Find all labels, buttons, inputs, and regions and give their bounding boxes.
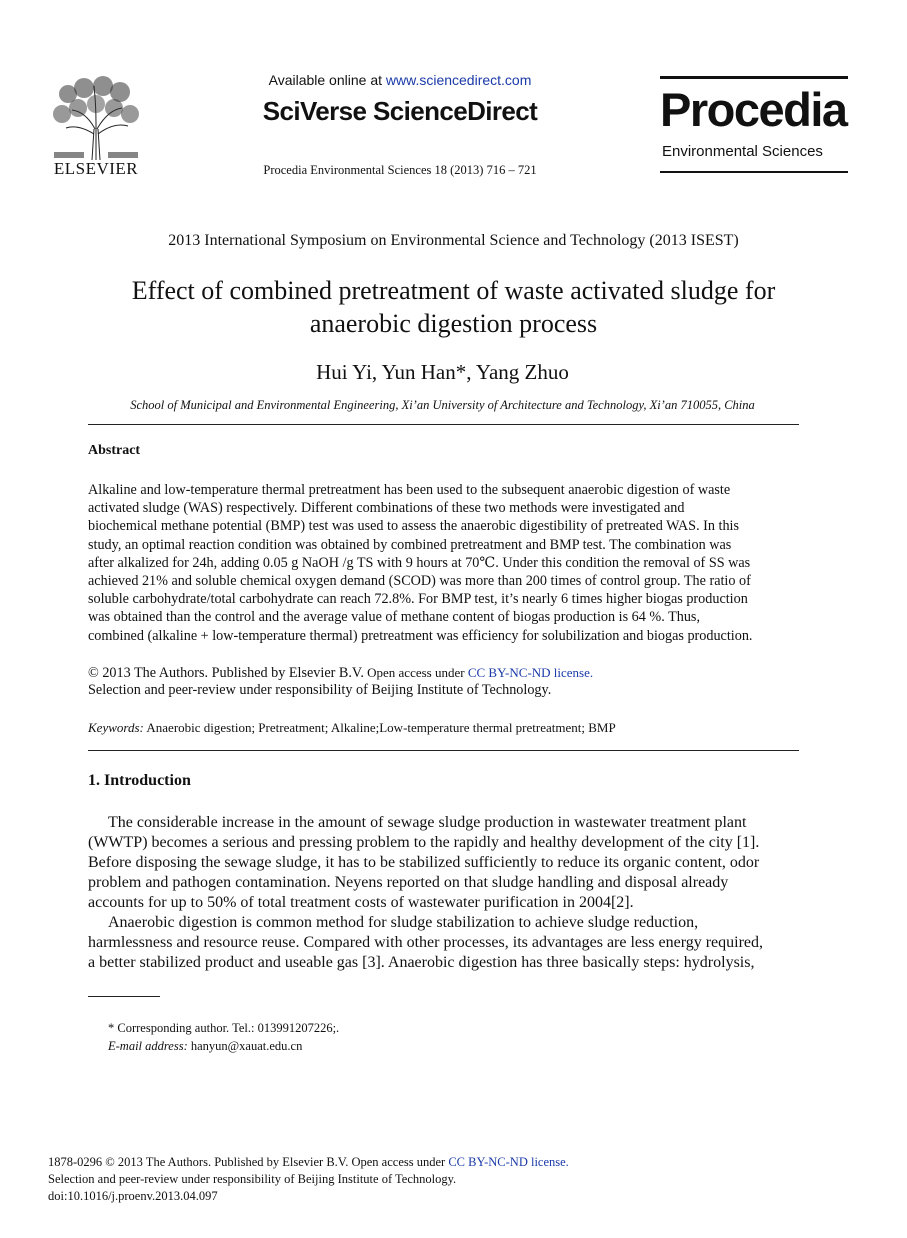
- issn-text: 1878-0296 © 2013 The Authors. Published by Elsevier B.V.: [48, 1155, 349, 1169]
- email-address[interactable]: hanyun@xauat.edu.cn: [187, 1039, 303, 1053]
- author-list: Hui Yi, Yun Han*, Yang Zhuo: [316, 360, 569, 384]
- email-note: [108, 1039, 302, 1054]
- body-line: accounts for up to 50% of total treatment costs of wastewater purification in 2004[2].: [88, 894, 634, 911]
- publisher-name: ELSEVIER: [53, 159, 139, 178]
- symposium-name: 2013 International Symposium on Environmental Science and Technology (2013 ISEST): [168, 232, 739, 249]
- abstract-line: Alkaline and low-temperature thermal pretreatment has been used to the subsequent anaerobic digestion of waste: [88, 482, 731, 498]
- body-line: (WWTP) becomes a serious and pressing problem to the rapidly and healthy development of the city [1].: [88, 834, 760, 851]
- journal-citation: Procedia Environmental Sciences 18 (2013) 716 – 721: [263, 163, 537, 177]
- abstract-line: activated sludge (WAS) respectively. Different combinations of these two methods were investigated and: [88, 500, 685, 517]
- available-text: Available online at: [268, 72, 386, 88]
- keywords-line: [88, 719, 797, 737]
- body-line: harmlessness and resource reuse. Compared with other processes, its advantages are less energy required,: [88, 934, 764, 951]
- issn-line: [48, 1155, 569, 1170]
- doi[interactable]: doi:10.1016/j.proenv.2013.04.097: [48, 1189, 218, 1203]
- journal-subtitle: Environmental Sciences: [662, 143, 823, 160]
- email-label: E-mail address:: [108, 1039, 188, 1053]
- open-access-text: Open access under: [348, 1155, 449, 1169]
- copyright-text: © 2013 The Authors. Published by Elsevier B.V.: [88, 665, 364, 681]
- intro-paragraph-1: [88, 813, 797, 913]
- availability-line: [250, 72, 550, 88]
- abstract-body: [88, 481, 797, 645]
- body-line: problem and pathogen contamination. Neyens reported on that sludge handling and disposal already: [88, 874, 729, 891]
- title-line-2: anaerobic digestion process: [309, 309, 598, 338]
- body-line: Before disposing the sewage sludge, it has to be stabilized sufficiently to reduce its organic content, odor: [88, 854, 760, 871]
- sciencedirect-link[interactable]: www.sciencedirect.com: [385, 72, 532, 88]
- abstract-line: after alkalized for 24h, adding 0.05 g NaOH /g TS with 9 hours at 70℃. Under this condition the removal of SS was: [88, 554, 751, 571]
- license-link[interactable]: CC BY-NC-ND license.: [467, 665, 594, 680]
- open-access-text: Open access under: [363, 665, 468, 680]
- paper-title: [60, 274, 847, 340]
- brand-rule-bottom: [660, 171, 848, 173]
- footer-license-link[interactable]: CC BY-NC-ND license.: [448, 1155, 569, 1169]
- corresponding-author-note: * Corresponding author. Tel.: 013991207226;.: [108, 1021, 340, 1035]
- abstract-line: achieved 21% and soluble chemical oxygen demand (SCOD) was more than 200 times of control group. The ratio of: [88, 573, 751, 590]
- abstract-heading: Abstract: [88, 443, 141, 458]
- footer-peer-review: Selection and peer-review under responsibility of Beijing Institute of Technology.: [48, 1172, 457, 1186]
- footnote-rule: [88, 996, 160, 997]
- abstract-line: study, an optimal reaction condition was obtained by combined pretreatment and BMP test. The combination was: [88, 536, 732, 553]
- divider-top: [88, 424, 799, 425]
- section-heading-introduction: 1. Introduction: [88, 772, 191, 789]
- peer-review-note: Selection and peer-review under responsibility of Beijing Institute of Technology.: [88, 682, 552, 698]
- body-line: The considerable increase in the amount of sewage sludge production in wastewater treatment plant: [108, 814, 747, 831]
- body-line: a better stabilized product and useable gas [3]. Anaerobic digestion has three basically steps: hydrolysis,: [88, 954, 755, 971]
- body-line: Anaerobic digestion is common method for sludge stabilization to achieve sludge reduction,: [108, 914, 699, 931]
- copyright-block: [88, 664, 797, 682]
- abstract-line: soluble carbohydrate/total carbohydrate can reach 72.8%. For BMP test, it’s nearly 6 times higher biogas production: [88, 591, 748, 608]
- journal-brand: Procedia: [660, 83, 847, 136]
- abstract-line: biochemical methane potential (BMP) test was used to assess the anaerobic digestibility of pretreated WAS. In this: [88, 518, 740, 535]
- brand-rule-top: [660, 76, 848, 79]
- affiliation: School of Municipal and Environmental Engineering, Xi’an University of Architecture and Technology, Xi’an 710055, China: [130, 398, 755, 412]
- abstract-line: combined (alkaline + low-temperature thermal) pretreatment was efficiency for solubilization and biogas production.: [88, 627, 753, 644]
- title-line-1: Effect of combined pretreatment of waste activated sludge for: [131, 276, 776, 305]
- intro-paragraph-2: [88, 913, 797, 973]
- keywords-list: Anaerobic digestion; Pretreatment; Alkaline;Low-temperature thermal pretreatment; BMP: [143, 720, 616, 735]
- platform-logo: SciVerse ScienceDirect: [262, 96, 538, 126]
- keywords-label: Keywords:: [88, 720, 144, 735]
- abstract-line: was obtained than the control and the average value of methane content of biogas production is 64 %. Thus,: [88, 609, 700, 626]
- divider-bottom: [88, 750, 799, 751]
